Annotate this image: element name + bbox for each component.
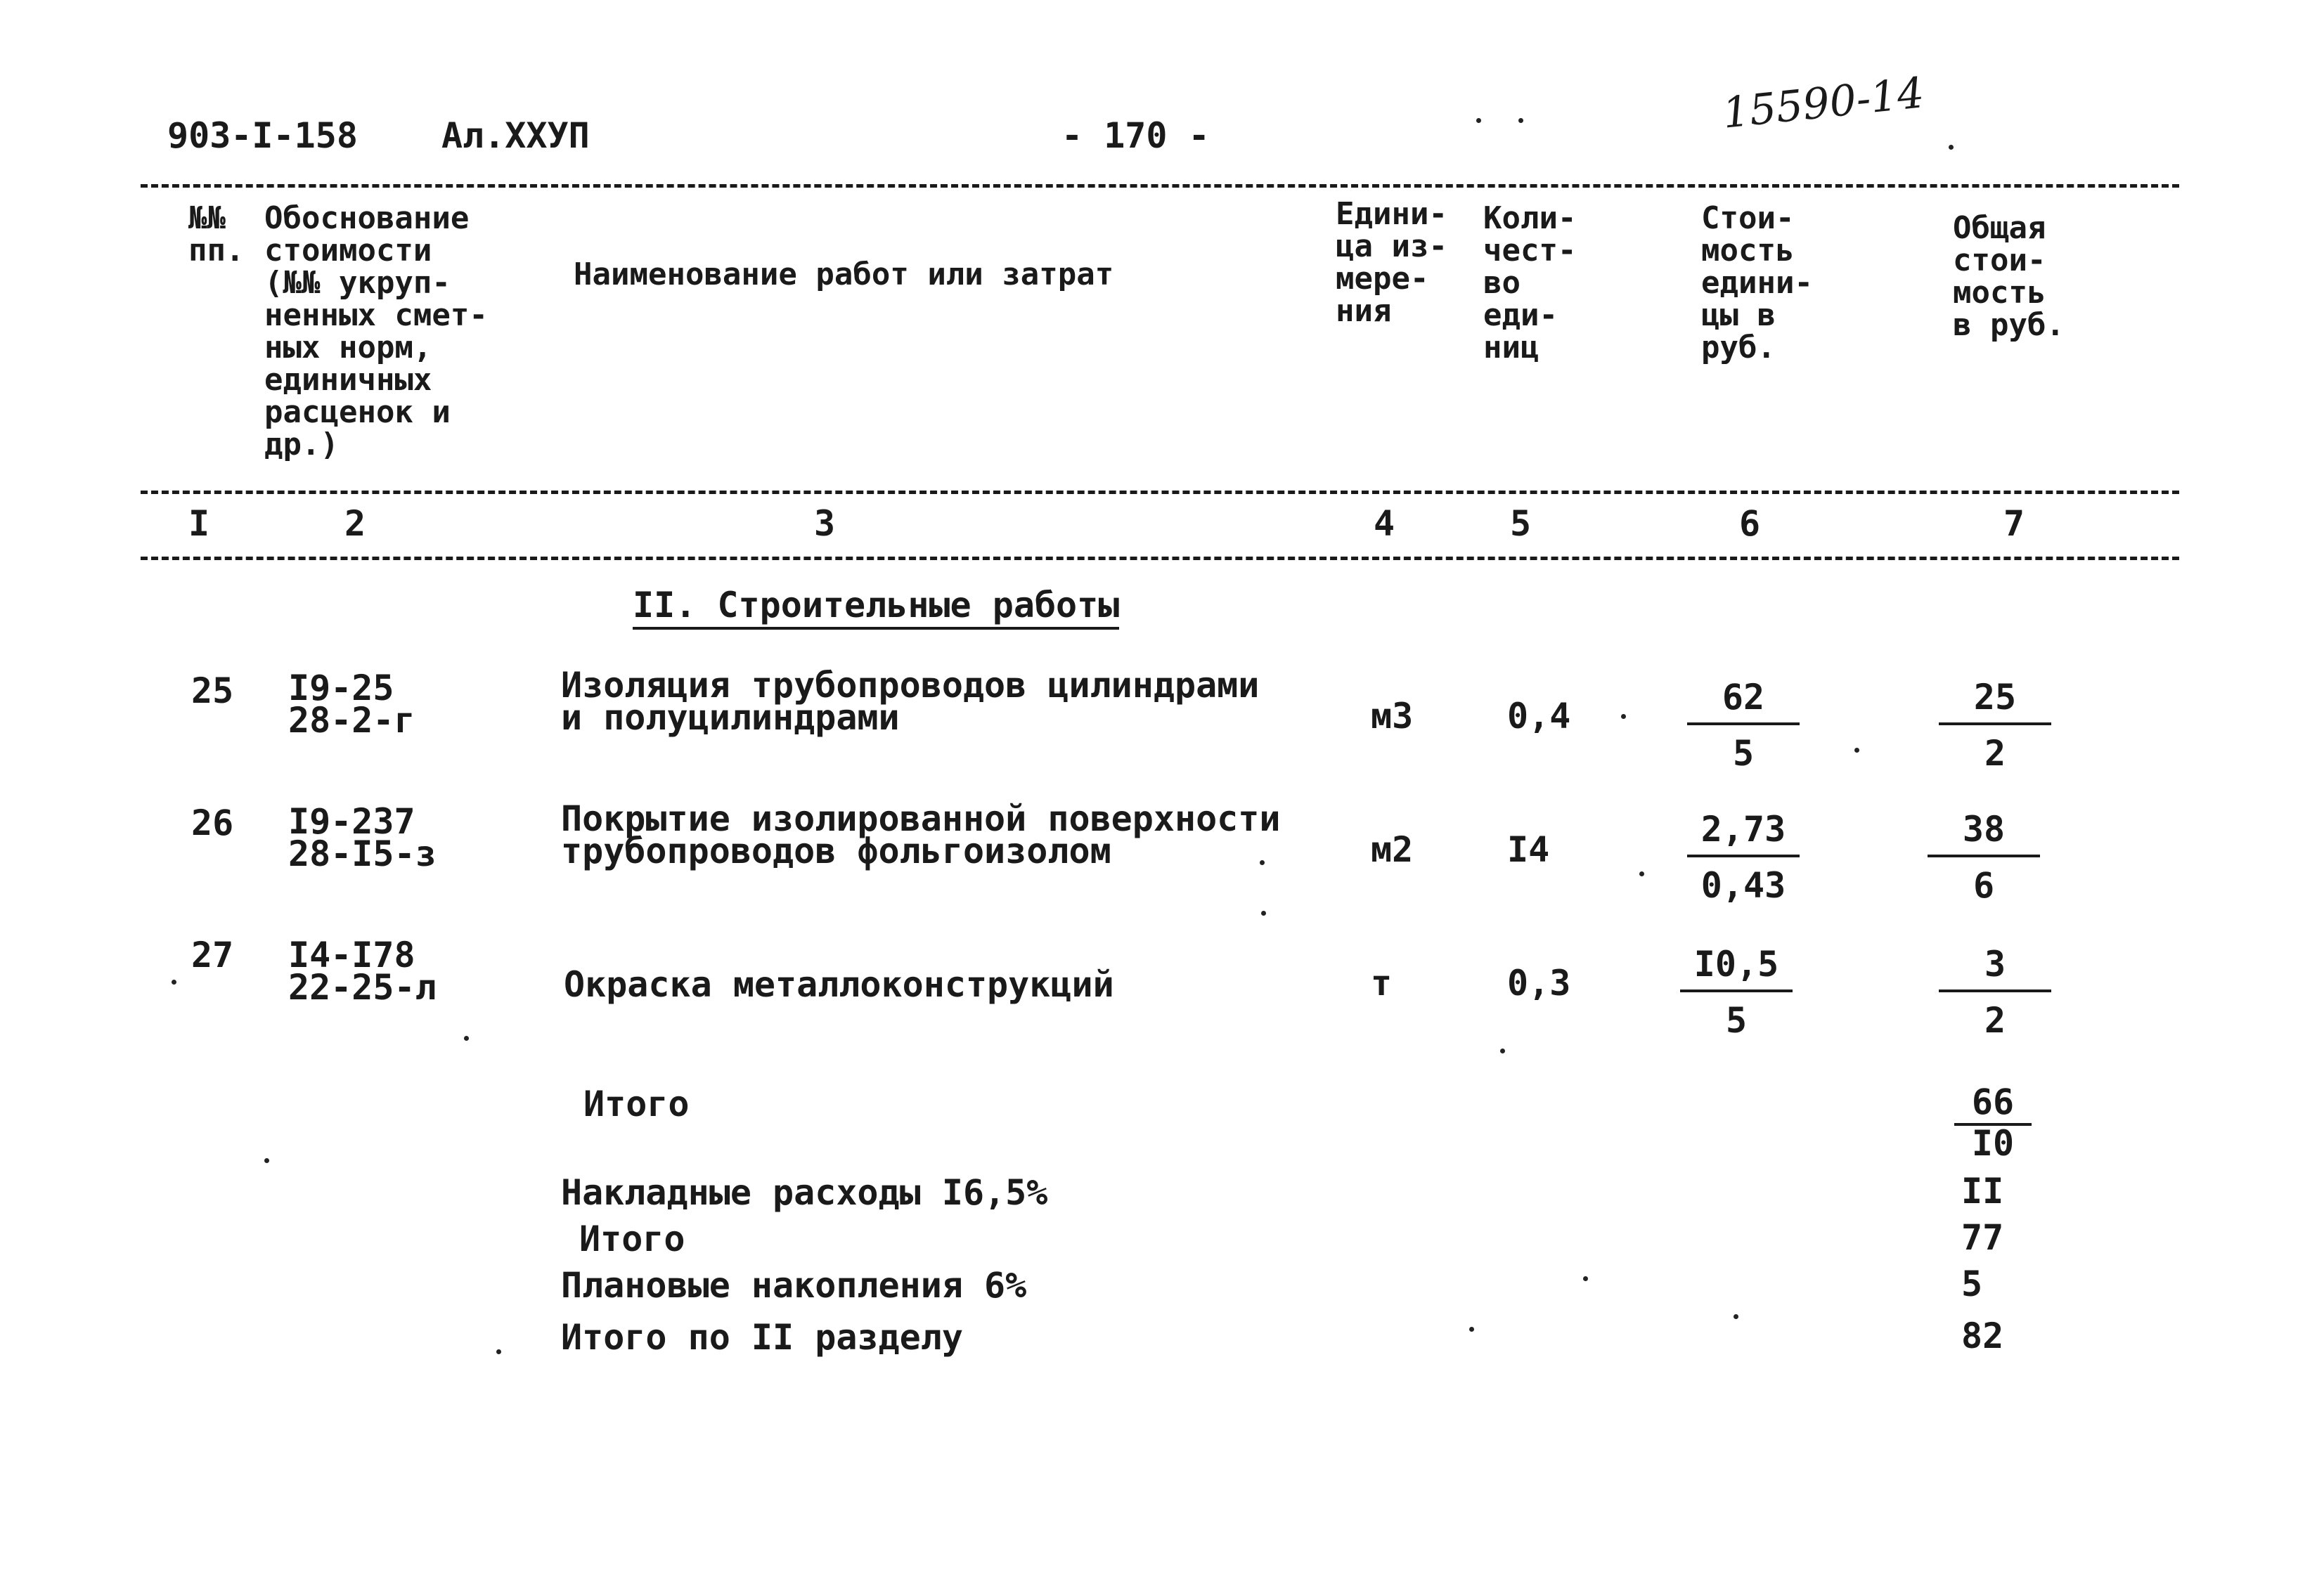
handwritten-stamp-number: 15590-14 [1720,68,1927,138]
subtotal-numerator: 66 [1971,1082,2015,1122]
total-label: Итого [579,1219,685,1259]
column-number-3: 3 [814,503,836,544]
subtotal-denominator: I0 [1971,1123,2015,1164]
column-number-4: 4 [1374,503,1395,544]
header-top-rule [141,184,2179,188]
subtotal-fraction [1954,1082,2032,1164]
total-numerator: 3 [1984,944,2006,985]
total-numerator: 25 [1973,677,2017,718]
scan-speck [1261,911,1266,916]
scan-speck [1469,1327,1474,1332]
column-number-1: I [188,503,210,544]
fraction-bar [1939,989,2051,992]
row-unit: м3 [1371,696,1414,736]
scan-speck [1583,1276,1588,1281]
scan-speck [1476,118,1481,123]
fraction-bar [1680,989,1793,992]
fraction-bar [1928,855,2040,857]
row-name-line-1: Изоляция трубопроводов цилиндрами [561,665,1260,706]
header-bottom-rule [141,491,2179,494]
subtotal-label: Итого [583,1084,690,1124]
scan-speck [1621,714,1626,719]
column-number-6: 6 [1739,503,1761,544]
unit-cost-denominator: 0,43 [1700,865,1786,906]
column-number-2: 2 [344,503,366,544]
total-denominator: 6 [1973,865,1995,906]
scan-speck [464,1036,469,1041]
row-unit-cost-fraction [1666,679,1821,772]
total-numerator: 38 [1962,809,2006,850]
row-basis-line-1: I9-237 [288,801,415,842]
column-number-7: 7 [2003,503,2025,544]
row-basis-line-2: 22-25-л [288,967,437,1008]
scan-speck [496,1349,501,1354]
total-denominator: 2 [1984,733,2006,774]
doc-code: 903-I-158 [167,115,358,156]
fraction-bar [1687,722,1800,725]
planned-savings-label: Плановые накопления 6% [561,1265,1027,1306]
row-total-fraction [1918,946,2072,1039]
column-header-unit: Едини- ца из- мере- ния [1336,196,1447,329]
row-name-line-1: Покрытие изолированной поверхности [561,798,1281,839]
column-number-5: 5 [1510,503,1532,544]
page-number: - 170 - [1061,115,1210,156]
scan-speck [172,980,176,985]
overhead-value: II [1961,1171,2004,1212]
row-quantity: 0,4 [1507,696,1571,736]
column-header-no: №№ пп. [188,200,245,268]
planned-savings-value: 5 [1961,1264,1983,1304]
scan-speck [1639,871,1644,876]
column-header-unit-cost: Стои- мость едини- цы в руб. [1701,200,1813,365]
scan-speck [1260,860,1265,865]
unit-cost-denominator: 5 [1725,1000,1748,1041]
scan-speck [1734,1314,1738,1319]
row-basis-line-2: 28-2-г [288,700,415,741]
total-value: 77 [1961,1217,2004,1258]
column-header-basis: Обоснование стоимости (№№ укруп- ненных смет- ных норм, единичных расценок и др.) [264,200,488,462]
section-title: II. Строительные работы [633,588,1119,630]
column-header-name: Наименование работ или затрат [574,257,1114,292]
unit-cost-numerator: I0,5 [1693,944,1779,985]
row-unit: т [1371,963,1393,1004]
row-quantity: 0,3 [1507,963,1571,1004]
fraction-bar [1939,722,2051,725]
row-total-fraction [1918,679,2072,772]
row-number: 27 [191,935,234,975]
row-total-fraction [1906,811,2061,904]
section-total-value: 82 [1961,1316,2004,1356]
row-number: 26 [191,803,234,843]
row-name-line-2: и полуцилиндрами [561,697,900,738]
overhead-label: Накладные расходы I6,5% [561,1172,1048,1213]
unit-cost-numerator: 62 [1722,677,1765,718]
column-header-total-cost: Общая стои- мость в руб. [1953,210,2065,343]
row-basis-line-1: I9-25 [288,668,394,708]
row-basis-line-1: I4-I78 [288,935,415,975]
column-numbers-rule [141,557,2179,560]
row-basis-line-2: 28-I5-з [288,833,437,874]
row-unit: м2 [1371,829,1414,870]
row-unit-cost-fraction [1666,811,1821,904]
unit-cost-numerator: 2,73 [1700,809,1786,850]
scan-speck [1518,118,1523,123]
column-header-qty: Коли- чест- во еди- ниц [1483,200,1577,365]
fraction-bar [1687,855,1800,857]
row-quantity: I4 [1507,829,1550,870]
album-number: Ал.XXУП [441,115,590,156]
scan-speck [264,1158,269,1163]
scan-speck [1500,1049,1505,1053]
row-number: 25 [191,670,234,711]
section-total-label: Итого по II разделу [561,1317,963,1358]
unit-cost-denominator: 5 [1732,733,1755,774]
total-denominator: 2 [1984,1000,2006,1041]
row-name-line-2: трубопроводов фольгоизолом [561,831,1111,871]
row-name-line-1: Окраска металлоконструкций [564,964,1114,1005]
scan-speck [1854,748,1859,753]
row-unit-cost-fraction [1659,946,1814,1039]
scan-speck [1949,145,1954,150]
